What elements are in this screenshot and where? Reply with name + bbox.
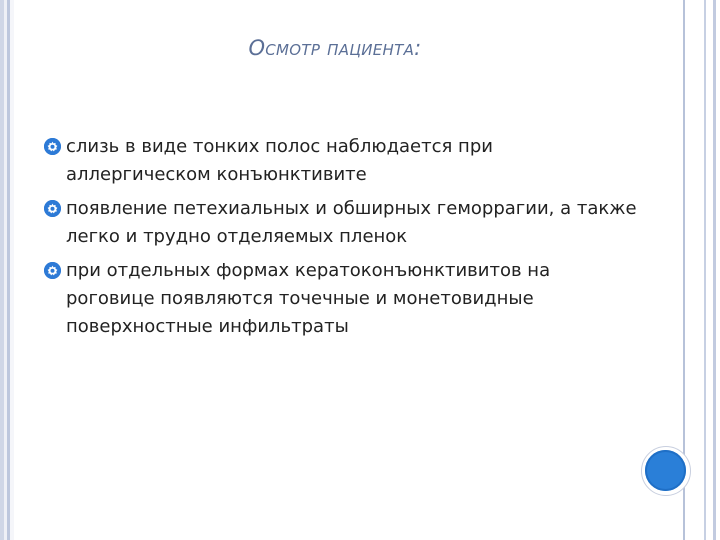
- bullet-text: слизь в виде тонких полос наблюдается при аллергическом конъюнктивите: [66, 136, 493, 185]
- left-decorative-border: [0, 0, 14, 540]
- gear-bullet-icon: [44, 200, 61, 217]
- gear-bullet-icon: [44, 262, 61, 279]
- bullet-text: появление петехиальных и обширных геморрагии, а также легко и трудно отделяемых пленок: [66, 198, 637, 247]
- gear-bullet-icon: [44, 138, 61, 155]
- bullet-list: [42, 133, 642, 347]
- decorative-blue-circle: [645, 450, 686, 491]
- bullet-text: при отдельных формах кератоконъюнктивитов на роговице появляются точечные и монетовидные поверхностные инфильтраты: [66, 260, 551, 337]
- right-decorative-line: [713, 0, 716, 540]
- bullet-item: [42, 195, 642, 251]
- right-decorative-line: [704, 0, 706, 540]
- bullet-item: [42, 133, 642, 189]
- slide-title: Осмотр пациента:: [248, 36, 422, 60]
- bullet-item: [42, 257, 642, 341]
